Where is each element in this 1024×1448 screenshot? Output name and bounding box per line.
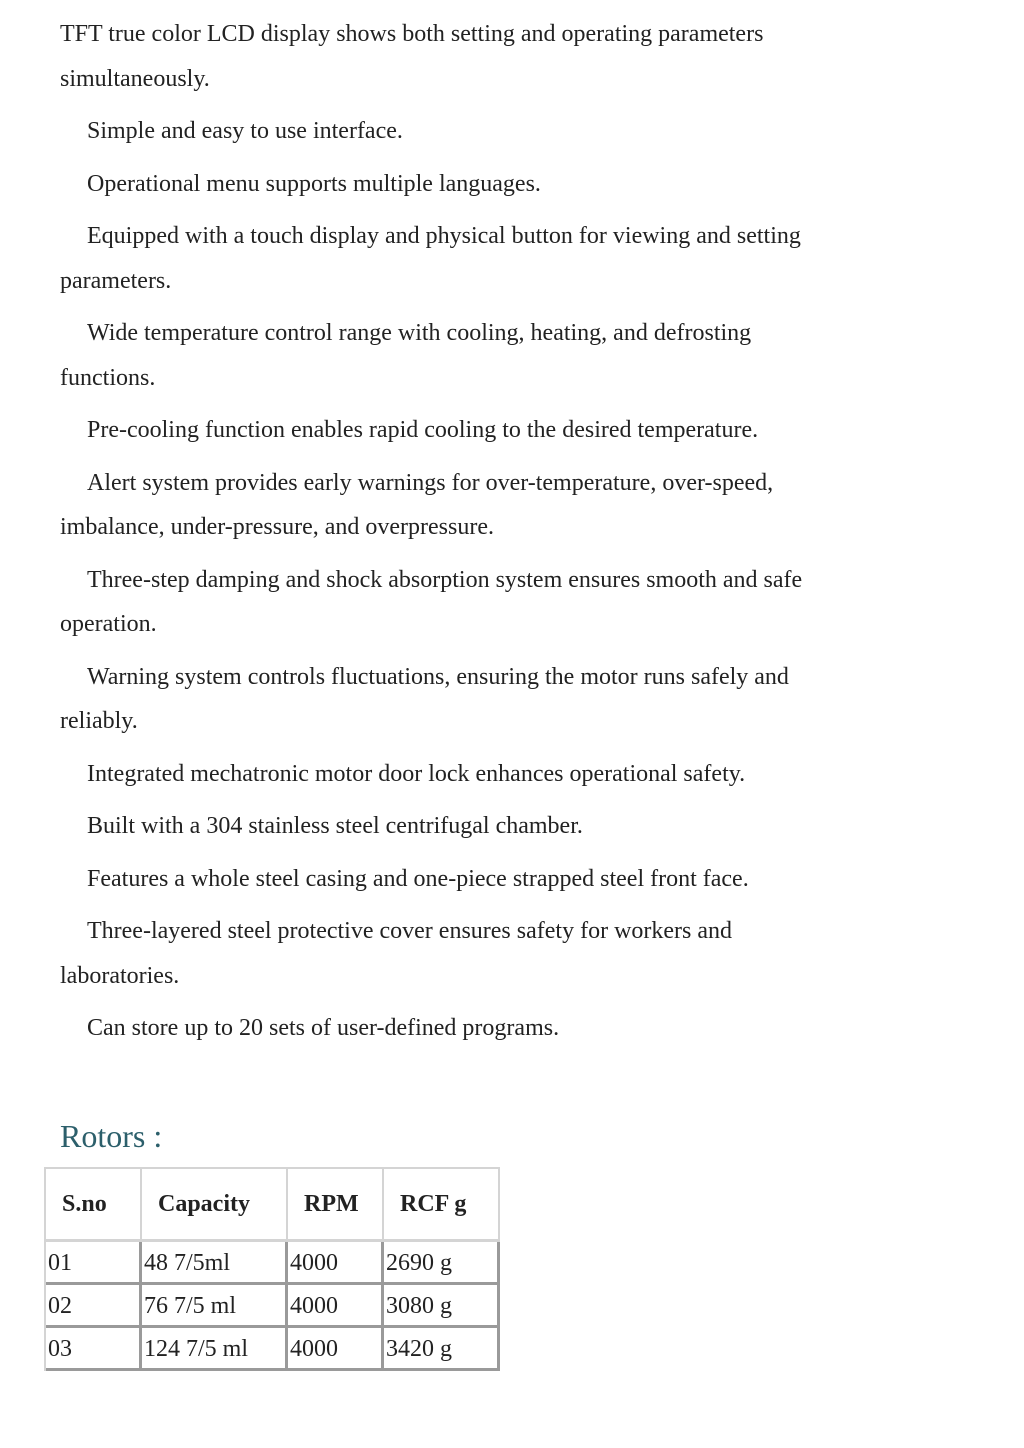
feature-item: Warning system controls fluctuations, ensuring the motor runs safely and reliably. xyxy=(60,663,789,734)
cell-rpm: 4000 xyxy=(288,1242,384,1285)
cell-sno: 02 xyxy=(46,1285,142,1328)
column-header-rcf: RCF g xyxy=(384,1169,500,1242)
column-header-rpm: RPM xyxy=(288,1169,384,1242)
feature-item: Wide temperature control range with cooling, heating, and defrosting functions. xyxy=(60,320,752,391)
feature-item: Can store up to 20 sets of user-defined programs. xyxy=(87,1015,560,1041)
table-row xyxy=(46,1285,500,1328)
feature-list xyxy=(60,12,850,1059)
cell-capacity: 48 7/5ml xyxy=(142,1242,288,1285)
rotors-heading: Rotors : xyxy=(60,1118,163,1154)
column-header-capacity: Capacity xyxy=(142,1169,288,1242)
cell-rpm: 4000 xyxy=(288,1285,384,1328)
feature-item: Built with a 304 stainless steel centrifugal chamber. xyxy=(87,813,583,839)
cell-rpm: 4000 xyxy=(288,1328,384,1371)
feature-item: Operational menu supports multiple languages. xyxy=(87,170,541,197)
cell-sno: 03 xyxy=(46,1328,142,1371)
feature-item: TFT true color LCD display shows both setting and operating parameters simultaneously. xyxy=(60,21,764,92)
feature-item: Alert system provides early warnings for over-temperature, over-speed, imbalance, under-pressure, and overpressure. xyxy=(60,469,774,540)
table-row xyxy=(46,1328,500,1371)
feature-item: Features a whole steel casing and one-piece strapped steel front face. xyxy=(87,865,749,892)
feature-item: Three-layered steel protective cover ensures safety for workers and laboratories. xyxy=(60,918,733,989)
feature-item: Pre-cooling function enables rapid cooling to the desired temperature. xyxy=(87,417,759,443)
feature-item: Simple and easy to use interface. xyxy=(87,118,403,144)
cell-rcf: 2690 g xyxy=(384,1242,500,1285)
cell-capacity: 76 7/5 ml xyxy=(142,1285,288,1328)
cell-sno: 01 xyxy=(46,1242,142,1285)
feature-item: Equipped with a touch display and physical button for viewing and setting parameters. xyxy=(60,223,801,294)
rotors-table xyxy=(44,1167,500,1371)
feature-item: Integrated mechatronic motor door lock enhances operational safety. xyxy=(87,760,746,787)
table-header-row xyxy=(46,1169,500,1242)
cell-rcf: 3080 g xyxy=(384,1285,500,1328)
cell-capacity: 124 7/5 ml xyxy=(142,1328,288,1371)
cell-rcf: 3420 g xyxy=(384,1328,500,1371)
feature-item: Three-step damping and shock absorption system ensures smooth and safe operation. xyxy=(60,566,803,637)
column-header-sno: S.no xyxy=(46,1169,142,1242)
table-row xyxy=(46,1242,500,1285)
